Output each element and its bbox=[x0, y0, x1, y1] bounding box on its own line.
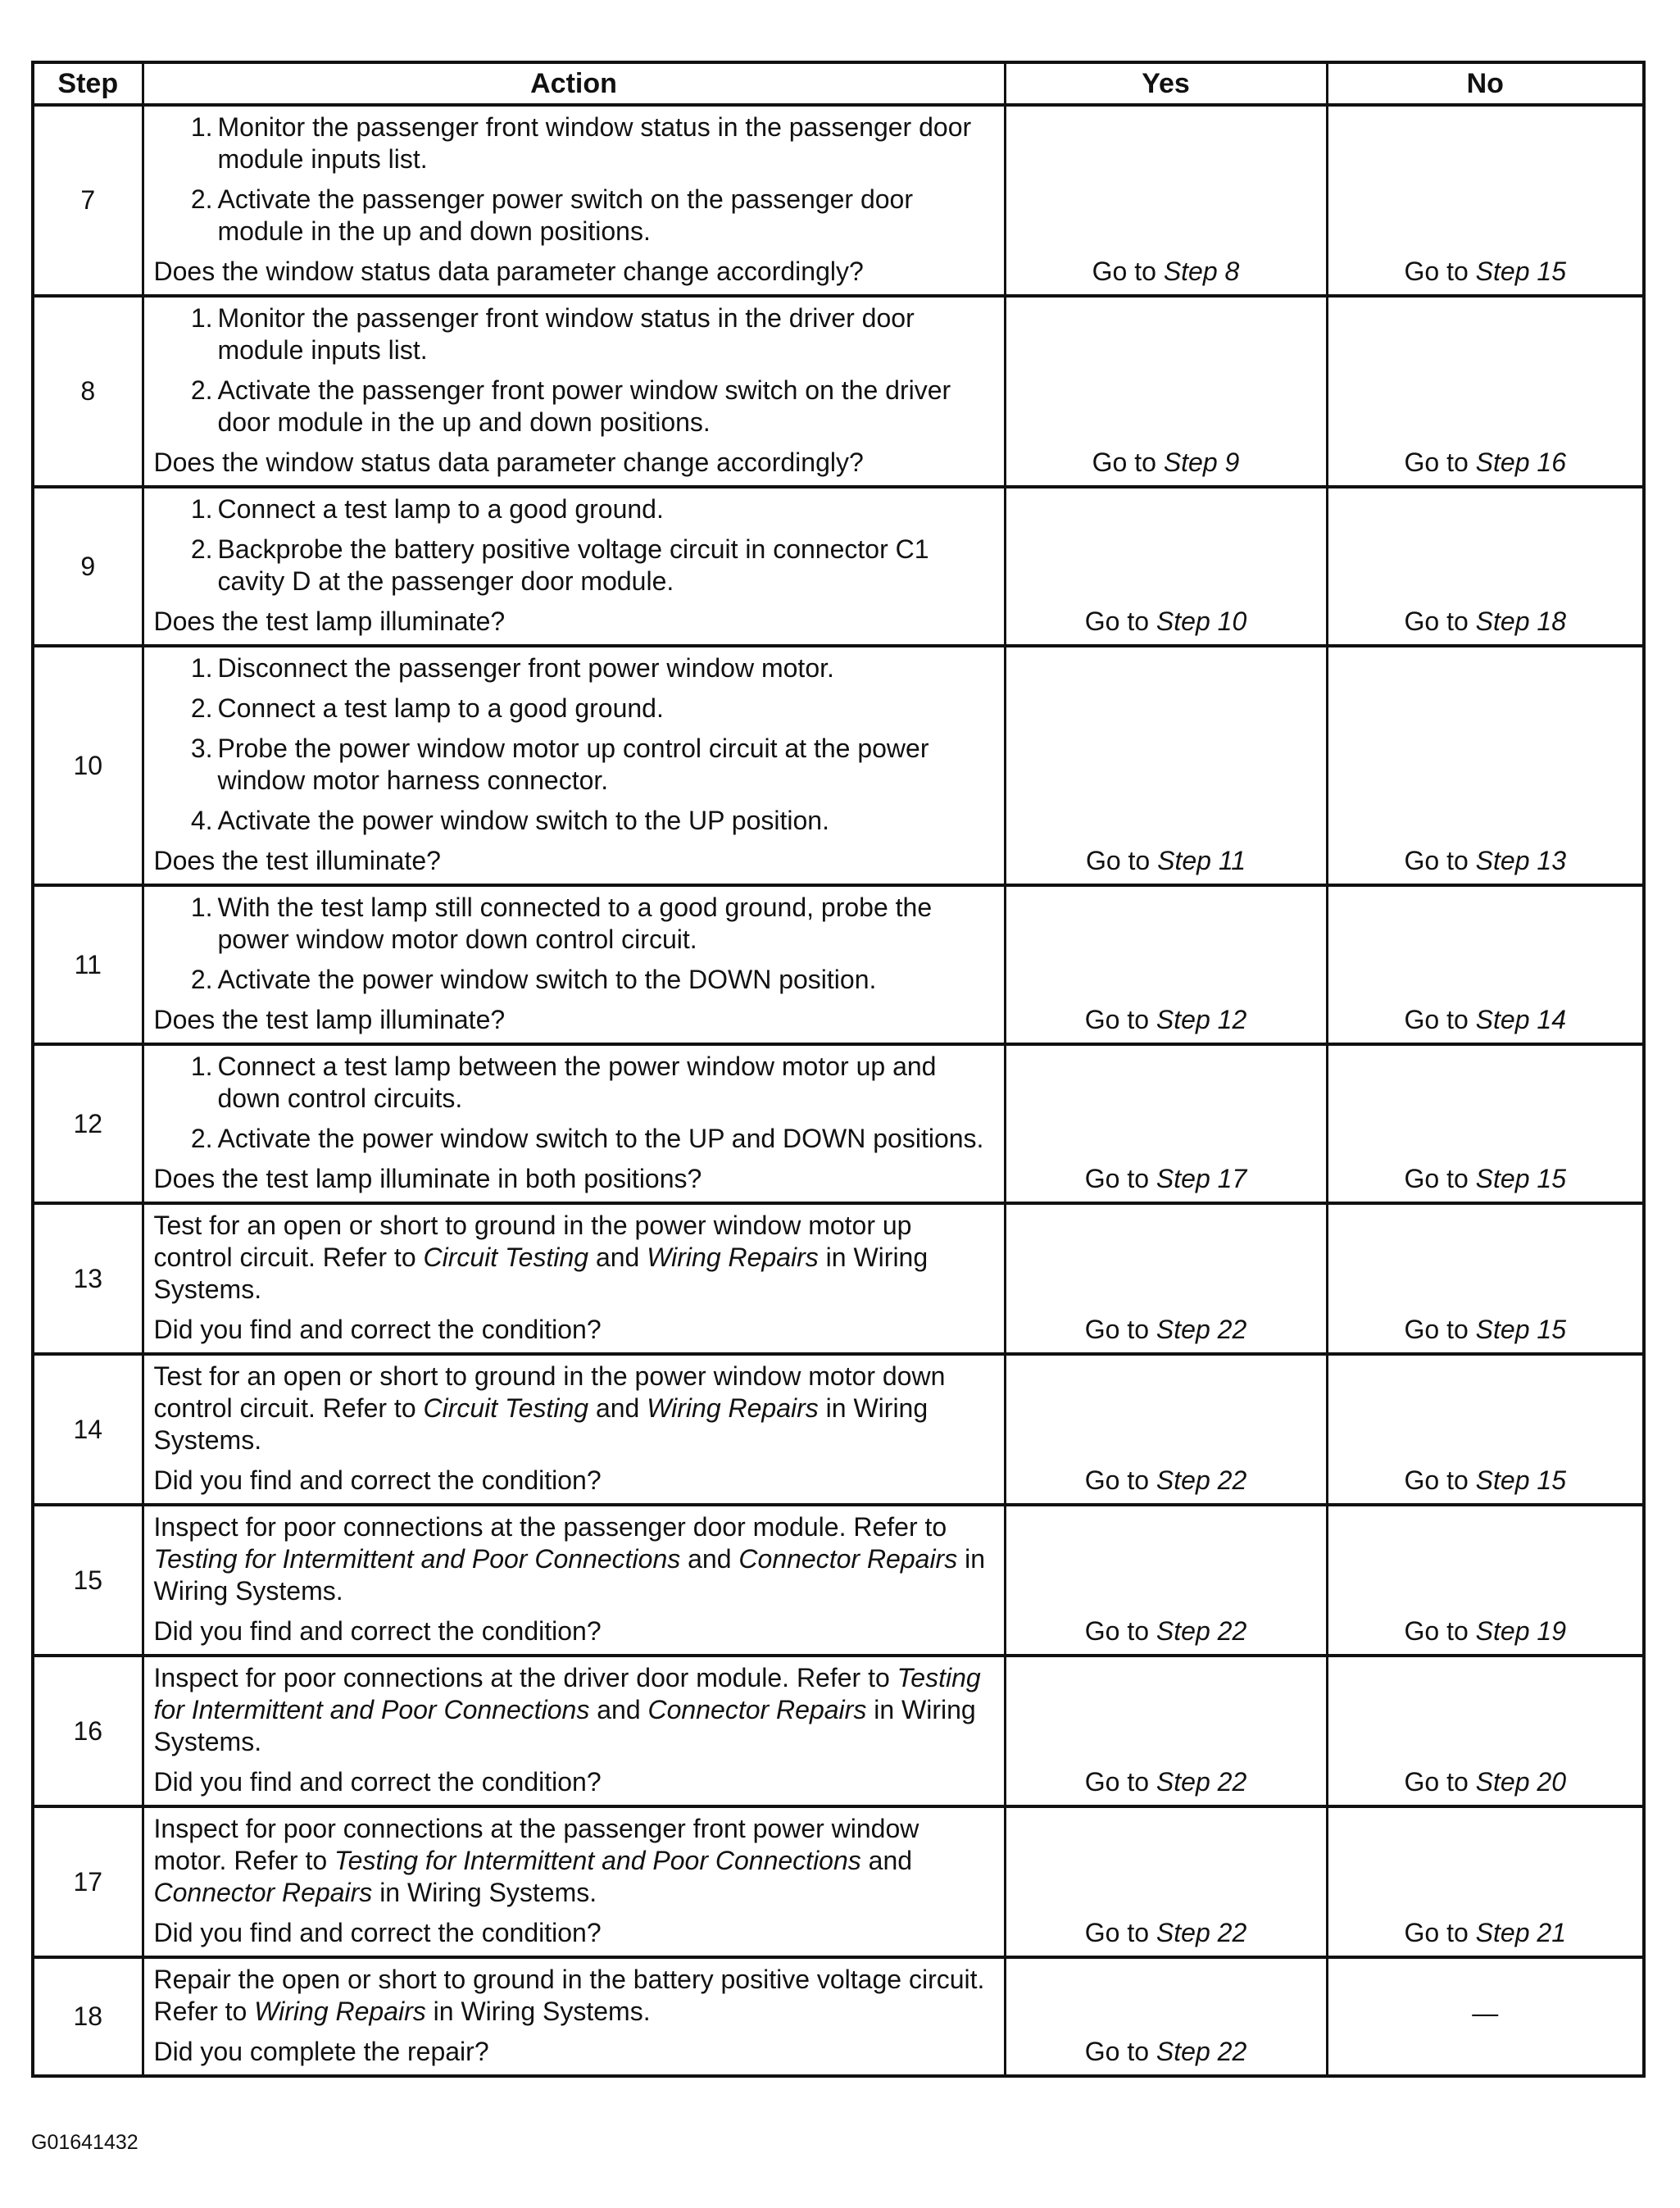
goto-step-link[interactable]: Step 9 bbox=[1163, 448, 1240, 477]
action-step-text: Monitor the passenger front window status in the driver door module inputs list. bbox=[217, 303, 915, 365]
table-row bbox=[33, 1957, 1644, 2076]
action-paragraph bbox=[154, 1813, 994, 1909]
reference-title: Wiring Repairs bbox=[647, 1243, 819, 1272]
action-step-number: 2. bbox=[190, 375, 213, 405]
action-text: Test for an open or short to ground in the power window motor down control circuit. Refer to bbox=[153, 1361, 946, 1423]
goto-prefix: Go to bbox=[1404, 448, 1476, 477]
goto-prefix: Go to bbox=[1084, 1616, 1156, 1646]
goto-step-link[interactable]: Step 18 bbox=[1475, 607, 1566, 636]
action-question: Did you find and correct the condition? bbox=[153, 1918, 602, 1947]
action-step-text: Activate the passenger power switch on the passenger door module in the up and down positions. bbox=[217, 184, 913, 246]
goto-step-link[interactable]: Step 8 bbox=[1163, 257, 1240, 286]
action-text: Inspect for poor connections at the passenger front power window motor. Refer to bbox=[153, 1814, 919, 1875]
step-number: 18 bbox=[33, 1957, 143, 2076]
action-step-number: 2. bbox=[190, 1124, 213, 1153]
action-step-text: Activate the power window switch to the UP position. bbox=[217, 806, 829, 835]
action-question: Does the test illuminate? bbox=[153, 846, 441, 875]
goto-prefix: Go to bbox=[1404, 1465, 1476, 1495]
action-step-item bbox=[154, 493, 994, 525]
action-step-item bbox=[154, 964, 994, 996]
action-step-number: 2. bbox=[190, 184, 213, 214]
table-row bbox=[33, 296, 1644, 487]
action-step-item bbox=[154, 534, 994, 597]
header-yes: Yes bbox=[1005, 62, 1327, 105]
action-text: and bbox=[588, 1243, 647, 1272]
diagnostic-table-sheet bbox=[31, 61, 1642, 2078]
action-paragraph bbox=[154, 1210, 994, 1306]
action-text: in Wiring Systems. bbox=[153, 1243, 929, 1304]
action-paragraph bbox=[154, 1511, 994, 1607]
reference-title: Testing for Intermittent and Poor Connections bbox=[334, 1846, 861, 1875]
action-step-text: With the test lamp still connected to a good ground, probe the power window motor down control circuit. bbox=[217, 893, 933, 954]
goto-prefix: Go to bbox=[1084, 1465, 1156, 1495]
action-steps-list bbox=[154, 493, 994, 597]
action-steps-list bbox=[154, 892, 994, 996]
step-number: 13 bbox=[33, 1203, 143, 1354]
action-question: Did you find and correct the condition? bbox=[153, 1767, 602, 1797]
action-step-item bbox=[154, 1123, 994, 1155]
action-step-number: 3. bbox=[190, 734, 213, 763]
action-question: Does the window status data parameter change accordingly? bbox=[153, 257, 864, 286]
goto-step-link[interactable]: Step 22 bbox=[1156, 2037, 1247, 2066]
action-question: Does the test lamp illuminate? bbox=[153, 1005, 506, 1034]
table-row bbox=[33, 1806, 1644, 1957]
action-steps-list bbox=[154, 111, 994, 248]
yes-cell bbox=[1005, 296, 1327, 487]
action-question: Does the window status data parameter change accordingly? bbox=[153, 448, 864, 477]
action-question: Does the test lamp illuminate in both positions? bbox=[153, 1164, 702, 1193]
action-step-text: Activate the power window switch to the UP and DOWN positions. bbox=[217, 1124, 984, 1153]
goto-step-link[interactable]: Step 20 bbox=[1475, 1767, 1566, 1797]
goto-prefix: Go to bbox=[1084, 1164, 1156, 1193]
action-cell bbox=[143, 105, 1005, 296]
action-cell bbox=[143, 1806, 1005, 1957]
step-number: 15 bbox=[33, 1505, 143, 1656]
goto-prefix: Go to bbox=[1404, 1164, 1476, 1193]
header-action: Action bbox=[143, 62, 1005, 105]
no-cell bbox=[1327, 1044, 1644, 1203]
goto-step-link[interactable]: Step 22 bbox=[1156, 1918, 1247, 1947]
no-cell bbox=[1327, 1354, 1644, 1505]
no-cell bbox=[1327, 646, 1644, 885]
action-text: Repair the open or short to ground in the battery positive voltage circuit. Refer to bbox=[153, 1965, 985, 2026]
table-row bbox=[33, 1505, 1644, 1656]
goto-prefix: Go to bbox=[1404, 1616, 1476, 1646]
goto-prefix: Go to bbox=[1404, 1767, 1476, 1797]
action-cell bbox=[143, 296, 1005, 487]
action-step-number: 2. bbox=[190, 693, 213, 723]
goto-step-link[interactable]: Step 15 bbox=[1475, 1315, 1566, 1344]
action-text: in Wiring Systems. bbox=[153, 1544, 985, 1606]
reference-title: Circuit Testing bbox=[423, 1243, 589, 1272]
goto-step-link[interactable]: Step 22 bbox=[1156, 1616, 1247, 1646]
action-cell bbox=[143, 1505, 1005, 1656]
action-step-number: 1. bbox=[190, 1052, 213, 1081]
action-step-text: Activate the power window switch to the DOWN position. bbox=[217, 965, 877, 994]
action-question: Did you find and correct the condition? bbox=[153, 1465, 602, 1495]
action-text: in Wiring Systems. bbox=[153, 1393, 929, 1455]
table-row bbox=[33, 1203, 1644, 1354]
action-step-number: 4. bbox=[190, 806, 213, 835]
yes-cell bbox=[1005, 105, 1327, 296]
action-step-number: 1. bbox=[190, 653, 213, 683]
reference-title: Connector Repairs bbox=[153, 1878, 373, 1907]
goto-prefix: Go to bbox=[1084, 2037, 1156, 2066]
action-step-item bbox=[154, 302, 994, 366]
action-step-text: Disconnect the passenger front power window motor. bbox=[217, 653, 834, 683]
header-no: No bbox=[1327, 62, 1644, 105]
action-cell bbox=[143, 1656, 1005, 1806]
diagnostic-table bbox=[31, 61, 1646, 2078]
table-row bbox=[33, 1044, 1644, 1203]
action-paragraph bbox=[154, 1964, 994, 2028]
action-step-number: 1. bbox=[190, 112, 213, 142]
action-text: and bbox=[680, 1544, 739, 1574]
action-step-item bbox=[154, 1051, 994, 1115]
action-step-item bbox=[154, 892, 994, 956]
action-cell bbox=[143, 1354, 1005, 1505]
action-step-item bbox=[154, 652, 994, 684]
no-cell bbox=[1327, 296, 1644, 487]
no-cell bbox=[1327, 1505, 1644, 1656]
action-paragraph bbox=[154, 1361, 994, 1456]
action-step-number: 1. bbox=[190, 303, 213, 333]
reference-title: Wiring Repairs bbox=[647, 1393, 819, 1423]
reference-title: Connector Repairs bbox=[647, 1695, 867, 1724]
action-step-text: Monitor the passenger front window status in the passenger door module inputs list. bbox=[217, 112, 972, 174]
yes-cell bbox=[1005, 1044, 1327, 1203]
goto-prefix: Go to bbox=[1404, 607, 1476, 636]
action-step-number: 2. bbox=[190, 534, 213, 564]
action-text: and bbox=[589, 1695, 648, 1724]
goto-step-link[interactable]: Step 22 bbox=[1156, 1465, 1247, 1495]
goto-step-link[interactable]: Step 17 bbox=[1156, 1164, 1247, 1193]
step-number: 14 bbox=[33, 1354, 143, 1505]
action-question: Did you find and correct the condition? bbox=[153, 1315, 602, 1344]
step-number: 16 bbox=[33, 1656, 143, 1806]
goto-step-link[interactable]: Step 14 bbox=[1475, 1005, 1566, 1034]
no-cell bbox=[1327, 1957, 1644, 2076]
action-step-text: Connect a test lamp between the power window motor up and down control circuits. bbox=[217, 1052, 937, 1113]
yes-cell bbox=[1005, 1354, 1327, 1505]
action-step-item bbox=[154, 693, 994, 725]
reference-title: Testing for Intermittent and Poor Connections bbox=[153, 1544, 681, 1574]
action-text: Inspect for poor connections at the passenger door module. Refer to bbox=[153, 1512, 947, 1542]
step-number: 7 bbox=[33, 105, 143, 296]
no-cell bbox=[1327, 885, 1644, 1044]
goto-step-link[interactable]: Step 22 bbox=[1156, 1767, 1247, 1797]
reference-title: Testing for Intermittent and Poor Connections bbox=[153, 1663, 981, 1724]
step-number: 17 bbox=[33, 1806, 143, 1957]
no-cell bbox=[1327, 1806, 1644, 1957]
action-cell bbox=[143, 646, 1005, 885]
reference-title: Circuit Testing bbox=[423, 1393, 589, 1423]
goto-step-link[interactable]: Step 22 bbox=[1156, 1315, 1247, 1344]
goto-prefix: Go to bbox=[1092, 448, 1164, 477]
action-question: Did you complete the repair? bbox=[153, 2037, 489, 2066]
goto-prefix: Go to bbox=[1404, 846, 1476, 875]
action-cell bbox=[143, 487, 1005, 646]
yes-cell bbox=[1005, 487, 1327, 646]
goto-step-link[interactable]: Step 19 bbox=[1475, 1616, 1566, 1646]
step-number: 10 bbox=[33, 646, 143, 885]
goto-step-link[interactable]: Step 13 bbox=[1475, 846, 1566, 875]
yes-cell bbox=[1005, 885, 1327, 1044]
action-text: and bbox=[588, 1393, 647, 1423]
goto-prefix: Go to bbox=[1084, 1315, 1156, 1344]
figure-id: G01641432 bbox=[31, 2131, 138, 2154]
goto-prefix: Go to bbox=[1092, 257, 1164, 286]
action-steps-list bbox=[154, 652, 994, 837]
goto-prefix: Go to bbox=[1084, 607, 1156, 636]
action-cell bbox=[143, 1203, 1005, 1354]
no-cell bbox=[1327, 105, 1644, 296]
table-row bbox=[33, 1656, 1644, 1806]
goto-step-link[interactable]: Step 15 bbox=[1475, 257, 1566, 286]
yes-cell bbox=[1005, 1957, 1327, 2076]
goto-prefix: Go to bbox=[1404, 1315, 1476, 1344]
step-number: 8 bbox=[33, 296, 143, 487]
no-cell bbox=[1327, 1203, 1644, 1354]
action-steps-list bbox=[154, 1051, 994, 1155]
no-cell bbox=[1327, 487, 1644, 646]
goto-prefix: Go to bbox=[1084, 1918, 1156, 1947]
goto-prefix: Go to bbox=[1084, 1005, 1156, 1034]
no-cell bbox=[1327, 1656, 1644, 1806]
goto-step-link[interactable]: Step 15 bbox=[1475, 1164, 1566, 1193]
action-step-item bbox=[154, 111, 994, 175]
action-step-item bbox=[154, 375, 994, 438]
goto-prefix: Go to bbox=[1404, 257, 1476, 286]
action-cell bbox=[143, 1957, 1005, 2076]
goto-prefix: Go to bbox=[1404, 1005, 1476, 1034]
action-text: in Wiring Systems. bbox=[372, 1878, 597, 1907]
action-step-text: Backprobe the battery positive voltage circuit in connector C1 cavity D at the passenger door module. bbox=[217, 534, 929, 596]
reference-title: Wiring Repairs bbox=[254, 1997, 426, 2026]
action-step-text: Connect a test lamp to a good ground. bbox=[217, 693, 664, 723]
yes-cell bbox=[1005, 1505, 1327, 1656]
yes-cell bbox=[1005, 1806, 1327, 1957]
action-question: Does the test lamp illuminate? bbox=[153, 607, 506, 636]
action-step-item bbox=[154, 184, 994, 248]
action-question: Did you find and correct the condition? bbox=[153, 1616, 602, 1646]
action-steps-list bbox=[154, 302, 994, 438]
goto-step-link[interactable]: Step 11 bbox=[1157, 846, 1246, 875]
goto-step-link[interactable]: Step 15 bbox=[1475, 1465, 1566, 1495]
yes-cell bbox=[1005, 1203, 1327, 1354]
action-text: in Wiring Systems. bbox=[425, 1997, 651, 2026]
header-step: Step bbox=[33, 62, 143, 105]
action-step-number: 1. bbox=[190, 494, 213, 524]
action-step-number: 1. bbox=[190, 893, 213, 922]
table-row bbox=[33, 885, 1644, 1044]
step-number: 12 bbox=[33, 1044, 143, 1203]
action-text: Inspect for poor connections at the driver door module. Refer to bbox=[153, 1663, 897, 1692]
action-text: and bbox=[860, 1846, 913, 1875]
goto-prefix: Go to bbox=[1084, 1767, 1156, 1797]
action-text: Test for an open or short to ground in the power window motor up control circuit. Refer to bbox=[153, 1211, 912, 1272]
action-step-text: Probe the power window motor up control circuit at the power window motor harness connector. bbox=[217, 734, 929, 795]
action-step-text: Connect a test lamp to a good ground. bbox=[217, 494, 664, 524]
reference-title: Connector Repairs bbox=[738, 1544, 958, 1574]
table-row bbox=[33, 105, 1644, 296]
action-paragraph bbox=[154, 1662, 994, 1758]
step-number: 11 bbox=[33, 885, 143, 1044]
yes-cell bbox=[1005, 646, 1327, 885]
table-row bbox=[33, 1354, 1644, 1505]
step-number: 9 bbox=[33, 487, 143, 646]
table-header-row bbox=[33, 62, 1644, 105]
action-step-text: Activate the passenger front power window switch on the driver door module in the up and down positions. bbox=[217, 375, 951, 437]
action-step-item bbox=[154, 733, 994, 797]
action-text: in Wiring Systems. bbox=[153, 1695, 976, 1756]
yes-cell bbox=[1005, 1656, 1327, 1806]
not-applicable-dash: — bbox=[1472, 1998, 1499, 2028]
goto-prefix: Go to bbox=[1404, 1918, 1476, 1947]
action-cell bbox=[143, 885, 1005, 1044]
goto-step-link[interactable]: Step 21 bbox=[1475, 1918, 1566, 1947]
goto-step-link[interactable]: Step 16 bbox=[1475, 448, 1566, 477]
table-row bbox=[33, 487, 1644, 646]
goto-prefix: Go to bbox=[1085, 846, 1158, 875]
action-step-item bbox=[154, 805, 994, 837]
table-body bbox=[33, 105, 1644, 2076]
table-row bbox=[33, 646, 1644, 885]
action-step-number: 2. bbox=[190, 965, 213, 994]
action-cell bbox=[143, 1044, 1005, 1203]
goto-step-link[interactable]: Step 10 bbox=[1156, 607, 1247, 636]
goto-step-link[interactable]: Step 12 bbox=[1156, 1005, 1247, 1034]
